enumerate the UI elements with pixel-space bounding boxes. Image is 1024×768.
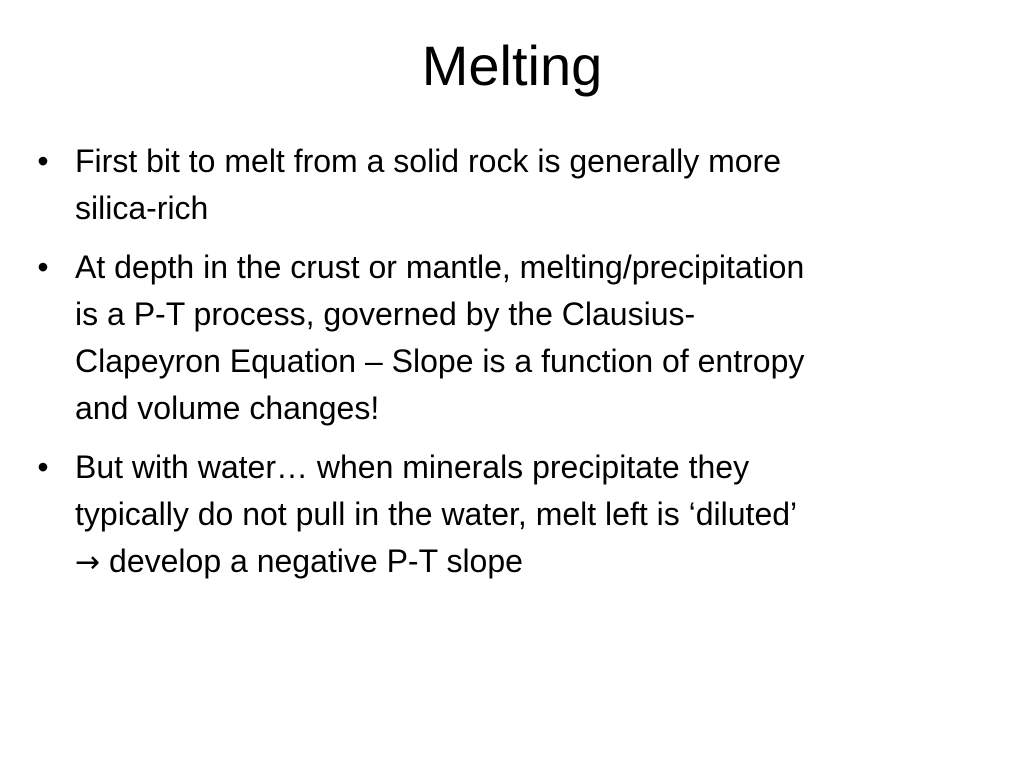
bullet-marker: • — [37, 249, 49, 285]
bullet-item — [28, 244, 998, 432]
bullet-marker: • — [37, 449, 49, 485]
bullet-item — [28, 138, 998, 232]
bullet-line: typically do not pull in the water, melt left is ‘diluted’ — [75, 496, 798, 532]
bullet-marker: • — [37, 143, 49, 179]
bullet-item — [28, 444, 998, 586]
bullet-line: and volume changes! — [75, 390, 380, 426]
bullet-line: silica-rich — [75, 190, 209, 226]
bullet-list — [28, 138, 998, 598]
bullet-line: At depth in the crust or mantle, melting/precipitation — [75, 249, 805, 285]
bullet-line: is a P-T process, governed by the Clausius- — [75, 296, 696, 332]
right-arrow-icon: → — [75, 545, 101, 580]
slide-title: Melting — [421, 34, 603, 97]
bullet-line-with-arrow — [75, 538, 998, 586]
bullet-line-text: develop a negative P-T slope — [100, 543, 523, 579]
bullet-line: First bit to melt from a solid rock is generally more — [75, 143, 781, 179]
bullet-line: But with water… when minerals precipitate they — [75, 449, 750, 485]
bullet-line: Clapeyron Equation – Slope is a function of entropy — [75, 343, 805, 379]
